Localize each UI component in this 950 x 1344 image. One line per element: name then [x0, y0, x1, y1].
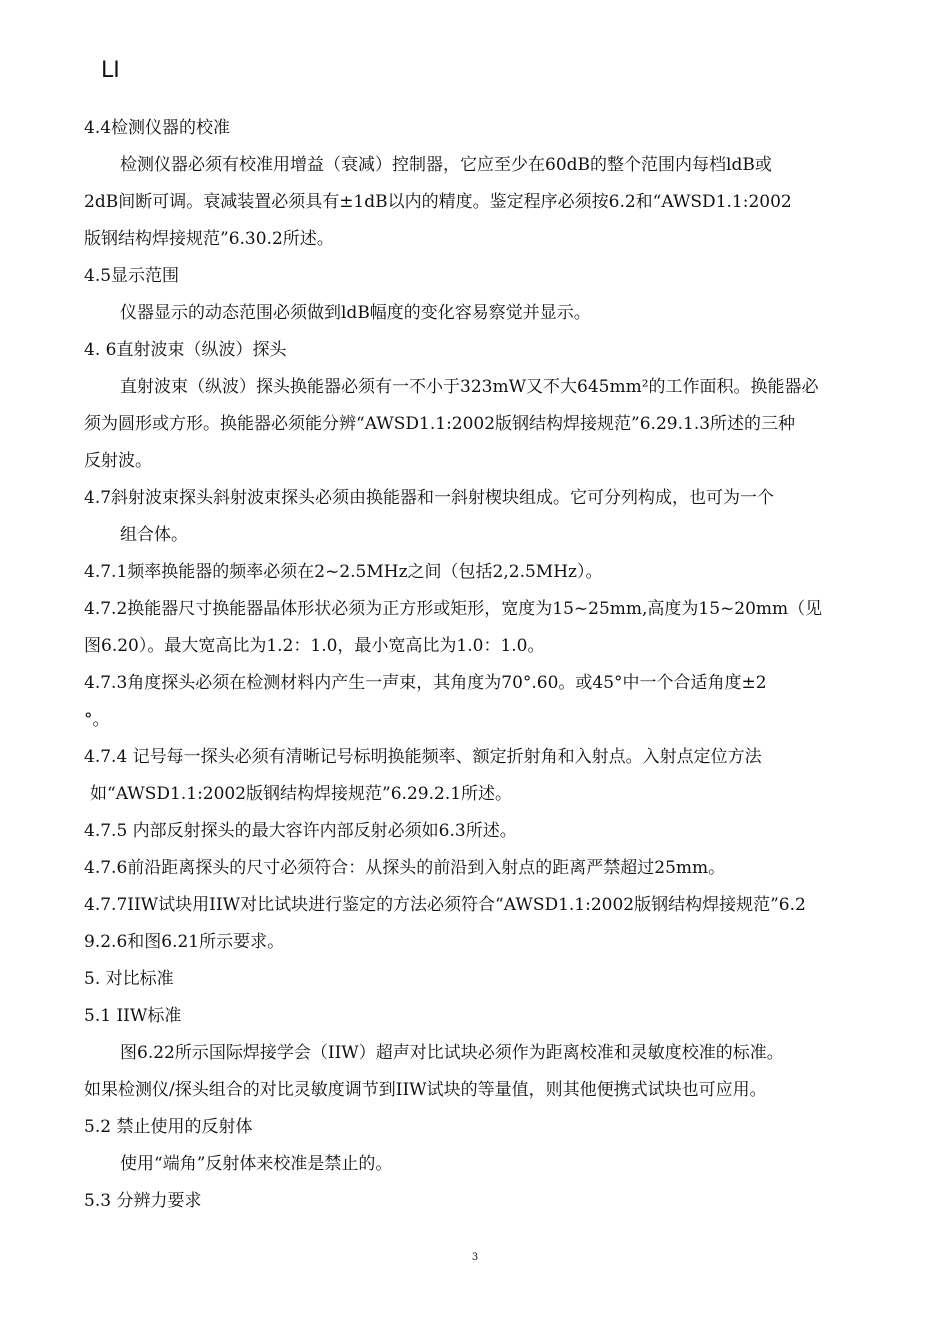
header-mark: LI: [101, 58, 120, 83]
text-line: 检测仪器必须有校准用增益（衰减）控制器，它应至少在60dB的整个范围内每档ldB或: [120, 155, 772, 175]
text-line: 直射波束（纵波）探头换能器必须有一不小于323mW又不大645mm²的工作面积。换能器必: [120, 377, 819, 397]
text-line: 5. 对比标准: [84, 969, 174, 989]
text-line: 4.7.2换能器尺寸换能器晶体形状必须为正方形或矩形，宽度为15~25mm,高度为15~20mm（见: [84, 599, 823, 619]
text-line: °。: [84, 710, 110, 730]
text-line: 图6.22所示国际焊接学会（IIW）超声对比试块必须作为距离校准和灵敏度校准的标准。: [120, 1043, 784, 1063]
text-line: 图6.20）。最大宽高比为1.2：1.0，最小宽高比为1.0：1.0。: [84, 636, 545, 656]
text-line: 4. 6直射波束（纵波）探头: [84, 340, 287, 360]
text-line: 4.7.4 记号每一探头必须有清晰记号标明换能频率、额定折射角和入射点。入射点定位方法: [84, 747, 762, 767]
text-line: 4.7.6前沿距离探头的尺寸必须符合：从探头的前沿到入射点的距离严禁超过25mm。: [84, 858, 726, 878]
text-line: 版钢结构焊接规范”6.30.2所述。: [84, 229, 334, 249]
text-line: 仪器显示的动态范围必须做到ldB幅度的变化容易察觉并显示。: [120, 303, 591, 323]
text-line: 组合体。: [120, 525, 188, 545]
text-line: 9.2.6和图6.21所示要求。: [84, 932, 285, 952]
text-line: 须为圆形或方形。换能器必须能分辨“AWSD1.1:2002版钢结构焊接规范”6.29.1.3所述的三种: [84, 414, 796, 434]
text-line: 4.5显示范围: [84, 266, 180, 286]
text-line: 5.3 分辨力要求: [84, 1191, 202, 1211]
text-line: 如“AWSD1.1:2002版钢结构焊接规范”6.29.2.1所述。: [90, 784, 513, 804]
text-line: 4.4检测仪器的校准: [84, 118, 231, 138]
text-line: 5.1 IIW标准: [84, 1006, 182, 1026]
text-line: 如果检测仪/探头组合的对比灵敏度调节到IIW试块的等量值，则其他便携式试块也可应用。: [84, 1080, 767, 1100]
page-number: 3: [471, 1252, 479, 1263]
text-line: 使用“端角”反射体来校准是禁止的。: [120, 1154, 393, 1174]
text-line: 反射波。: [84, 451, 152, 471]
text-line: 4.7.7IIW试块用IIW对比试块进行鉴定的方法必须符合“AWSD1.1:2002版钢结构焊接规范”6.2: [84, 895, 806, 915]
text-line: 4.7斜射波束探头斜射波束探头必须由换能器和一斜射楔块组成。它可分列构成，也可为一个: [84, 488, 775, 508]
text-line: 4.7.3角度探头必须在检测材料内产生一声束，其角度为70°.60。或45°中一个合适角度±2: [84, 673, 767, 693]
document-body: [84, 110, 884, 1220]
text-line: 5.2 禁止使用的反射体: [84, 1117, 253, 1137]
text-line: 4.7.1频率换能器的频率必须在2~2.5MHz之间（包括2,2.5MHz）。: [84, 562, 603, 582]
text-line: 4.7.5 内部反射探头的最大容许内部反射必须如6.3所述。: [84, 821, 517, 841]
text-line: 2dB间断可调。衰减装置必须具有±1dB以内的精度。鉴定程序必须按6.2和“AWSD1.1:2002: [84, 192, 792, 212]
